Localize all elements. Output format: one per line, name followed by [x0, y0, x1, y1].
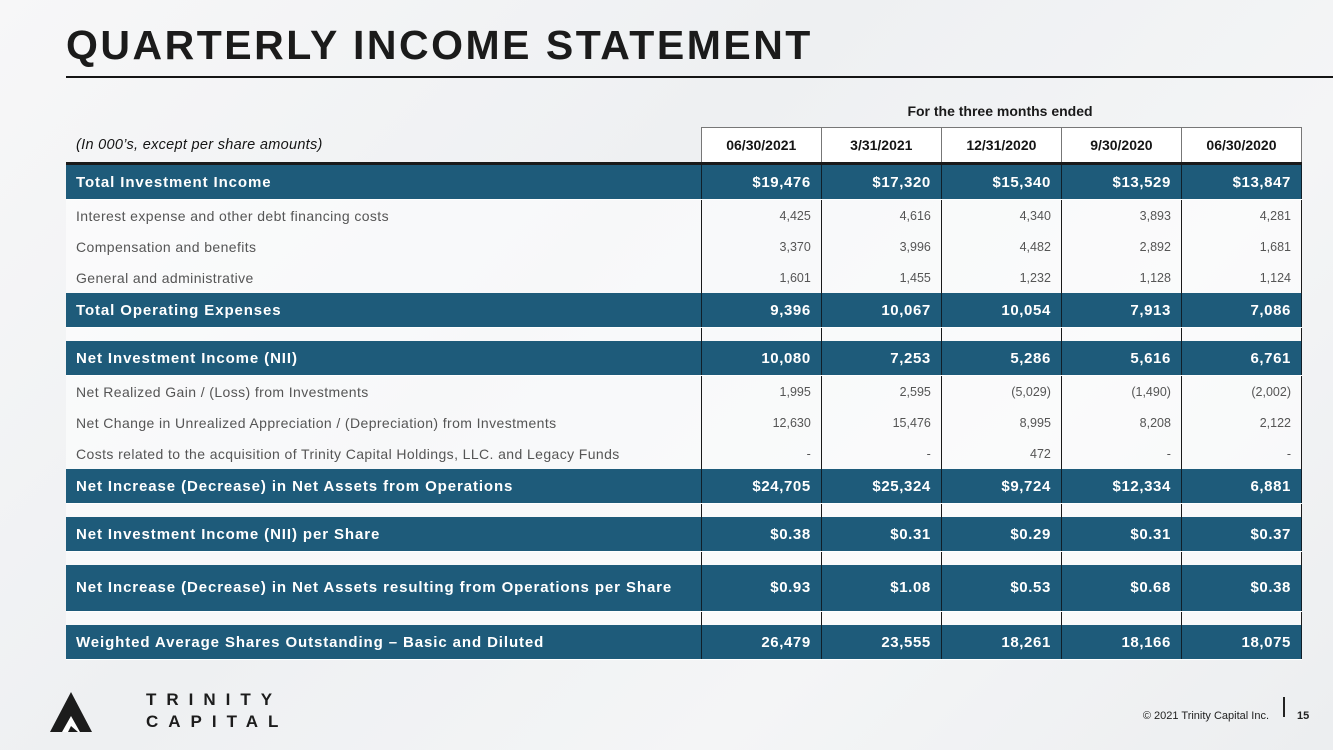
row-label: Total Operating Expenses	[66, 293, 701, 328]
row-value: 10,080	[701, 341, 821, 376]
row-label: Total Investment Income	[66, 164, 701, 200]
copyright-text: © 2021 Trinity Capital Inc.	[1142, 710, 1269, 722]
row-value: $24,705	[701, 469, 821, 504]
title-rule	[66, 76, 1333, 78]
row-value: 4,425	[701, 200, 821, 232]
row-label: Net Investment Income (NII)	[66, 341, 701, 376]
row-value: 2,595	[821, 376, 941, 408]
total-row	[66, 293, 1302, 328]
logo-line-2: CAPITAL	[146, 712, 289, 731]
row-value: $12,334	[1061, 469, 1181, 504]
row-value: -	[701, 438, 821, 469]
row-value: 18,166	[1061, 625, 1181, 660]
row-value: 1,124	[1181, 262, 1301, 293]
row-value: 3,370	[701, 231, 821, 262]
units-note: (In 000’s, except per share amounts)	[66, 128, 701, 164]
row-value: 3,893	[1061, 200, 1181, 232]
row-value: 1,681	[1181, 231, 1301, 262]
row-value: -	[1181, 438, 1301, 469]
row-value: 4,340	[941, 200, 1061, 232]
row-value: 7,913	[1061, 293, 1181, 328]
row-label: Weighted Average Shares Outstanding – Basic and Diluted	[66, 625, 701, 660]
period-header: 06/30/2021	[701, 128, 821, 164]
row-label: Interest expense and other debt financing costs	[66, 200, 701, 232]
row-value: $0.31	[1061, 517, 1181, 552]
row-value: $0.53	[941, 565, 1061, 612]
triangle-logo-icon	[48, 690, 94, 735]
row-value: 8,995	[941, 407, 1061, 438]
row-value: 8,208	[1061, 407, 1181, 438]
total-row	[66, 469, 1302, 504]
detail-row	[66, 407, 1302, 438]
row-value: 5,286	[941, 341, 1061, 376]
row-label: Costs related to the acquisition of Trinity Capital Holdings, LLC. and Legacy Funds	[66, 438, 701, 469]
page-number: 15	[1297, 710, 1310, 722]
spacer-row	[66, 612, 1302, 626]
detail-row	[66, 262, 1302, 293]
period-group-caption: For the three months ended	[907, 103, 1093, 119]
row-label: General and administrative	[66, 262, 701, 293]
row-value: $13,847	[1181, 164, 1301, 200]
row-label: Net Increase (Decrease) in Net Assets resulting from Operations per Share	[66, 565, 701, 612]
row-value: 1,455	[821, 262, 941, 293]
footer-divider	[1283, 697, 1285, 717]
row-value: 1,128	[1061, 262, 1181, 293]
trinity-capital-logo	[48, 690, 289, 735]
period-header: 3/31/2021	[821, 128, 941, 164]
row-value: $17,320	[821, 164, 941, 200]
row-value: 4,482	[941, 231, 1061, 262]
row-value: 4,281	[1181, 200, 1301, 232]
row-value: 18,075	[1181, 625, 1301, 660]
row-value: (5,029)	[941, 376, 1061, 408]
page-title: QUARTERLY INCOME STATEMENT	[66, 22, 813, 68]
row-value: 9,396	[701, 293, 821, 328]
row-value: 6,761	[1181, 341, 1301, 376]
row-value: 18,261	[941, 625, 1061, 660]
row-value: 7,086	[1181, 293, 1301, 328]
row-value: 2,122	[1181, 407, 1301, 438]
row-value: $1.08	[821, 565, 941, 612]
total-row	[66, 565, 1302, 612]
row-label: Compensation and benefits	[66, 231, 701, 262]
row-value: 1,232	[941, 262, 1061, 293]
row-value: 3,996	[821, 231, 941, 262]
row-value: $0.93	[701, 565, 821, 612]
row-value: 10,067	[821, 293, 941, 328]
row-value: 10,054	[941, 293, 1061, 328]
row-value: -	[1061, 438, 1181, 469]
row-value: 23,555	[821, 625, 941, 660]
period-header: 12/31/2020	[941, 128, 1061, 164]
row-value: $0.37	[1181, 517, 1301, 552]
row-value: (2,002)	[1181, 376, 1301, 408]
row-value: $0.68	[1061, 565, 1181, 612]
row-value: $19,476	[701, 164, 821, 200]
row-value: 4,616	[821, 200, 941, 232]
row-label: Net Realized Gain / (Loss) from Investments	[66, 376, 701, 408]
row-label: Net Increase (Decrease) in Net Assets from Operations	[66, 469, 701, 504]
total-row	[66, 517, 1302, 552]
row-value: 5,616	[1061, 341, 1181, 376]
row-value: -	[821, 438, 941, 469]
period-header: 9/30/2020	[1061, 128, 1181, 164]
row-value: $0.29	[941, 517, 1061, 552]
detail-row	[66, 200, 1302, 232]
total-row	[66, 625, 1302, 660]
table-header-row	[66, 128, 1302, 164]
row-value: 12,630	[701, 407, 821, 438]
period-header: 06/30/2020	[1181, 128, 1301, 164]
detail-row	[66, 376, 1302, 408]
row-value: $13,529	[1061, 164, 1181, 200]
spacer-row	[66, 504, 1302, 518]
spacer-row	[66, 328, 1302, 342]
row-value: $0.31	[821, 517, 941, 552]
detail-row	[66, 438, 1302, 469]
row-value: $0.38	[701, 517, 821, 552]
logo-line-1: TRINITY	[146, 690, 283, 709]
spacer-row	[66, 552, 1302, 566]
total-row	[66, 164, 1302, 200]
detail-row	[66, 231, 1302, 262]
row-value: 1,601	[701, 262, 821, 293]
row-value: 15,476	[821, 407, 941, 438]
row-value: $25,324	[821, 469, 941, 504]
row-value: $9,724	[941, 469, 1061, 504]
total-row	[66, 341, 1302, 376]
row-value: 1,995	[701, 376, 821, 408]
row-value: $0.38	[1181, 565, 1301, 612]
row-value: 472	[941, 438, 1061, 469]
row-value: 2,892	[1061, 231, 1181, 262]
row-value: 7,253	[821, 341, 941, 376]
row-value: 6,881	[1181, 469, 1301, 504]
row-label: Net Change in Unrealized Appreciation / (Depreciation) from Investments	[66, 407, 701, 438]
row-value: 26,479	[701, 625, 821, 660]
income-statement-table	[66, 127, 1302, 660]
row-label: Net Investment Income (NII) per Share	[66, 517, 701, 552]
row-value: (1,490)	[1061, 376, 1181, 408]
row-value: $15,340	[941, 164, 1061, 200]
